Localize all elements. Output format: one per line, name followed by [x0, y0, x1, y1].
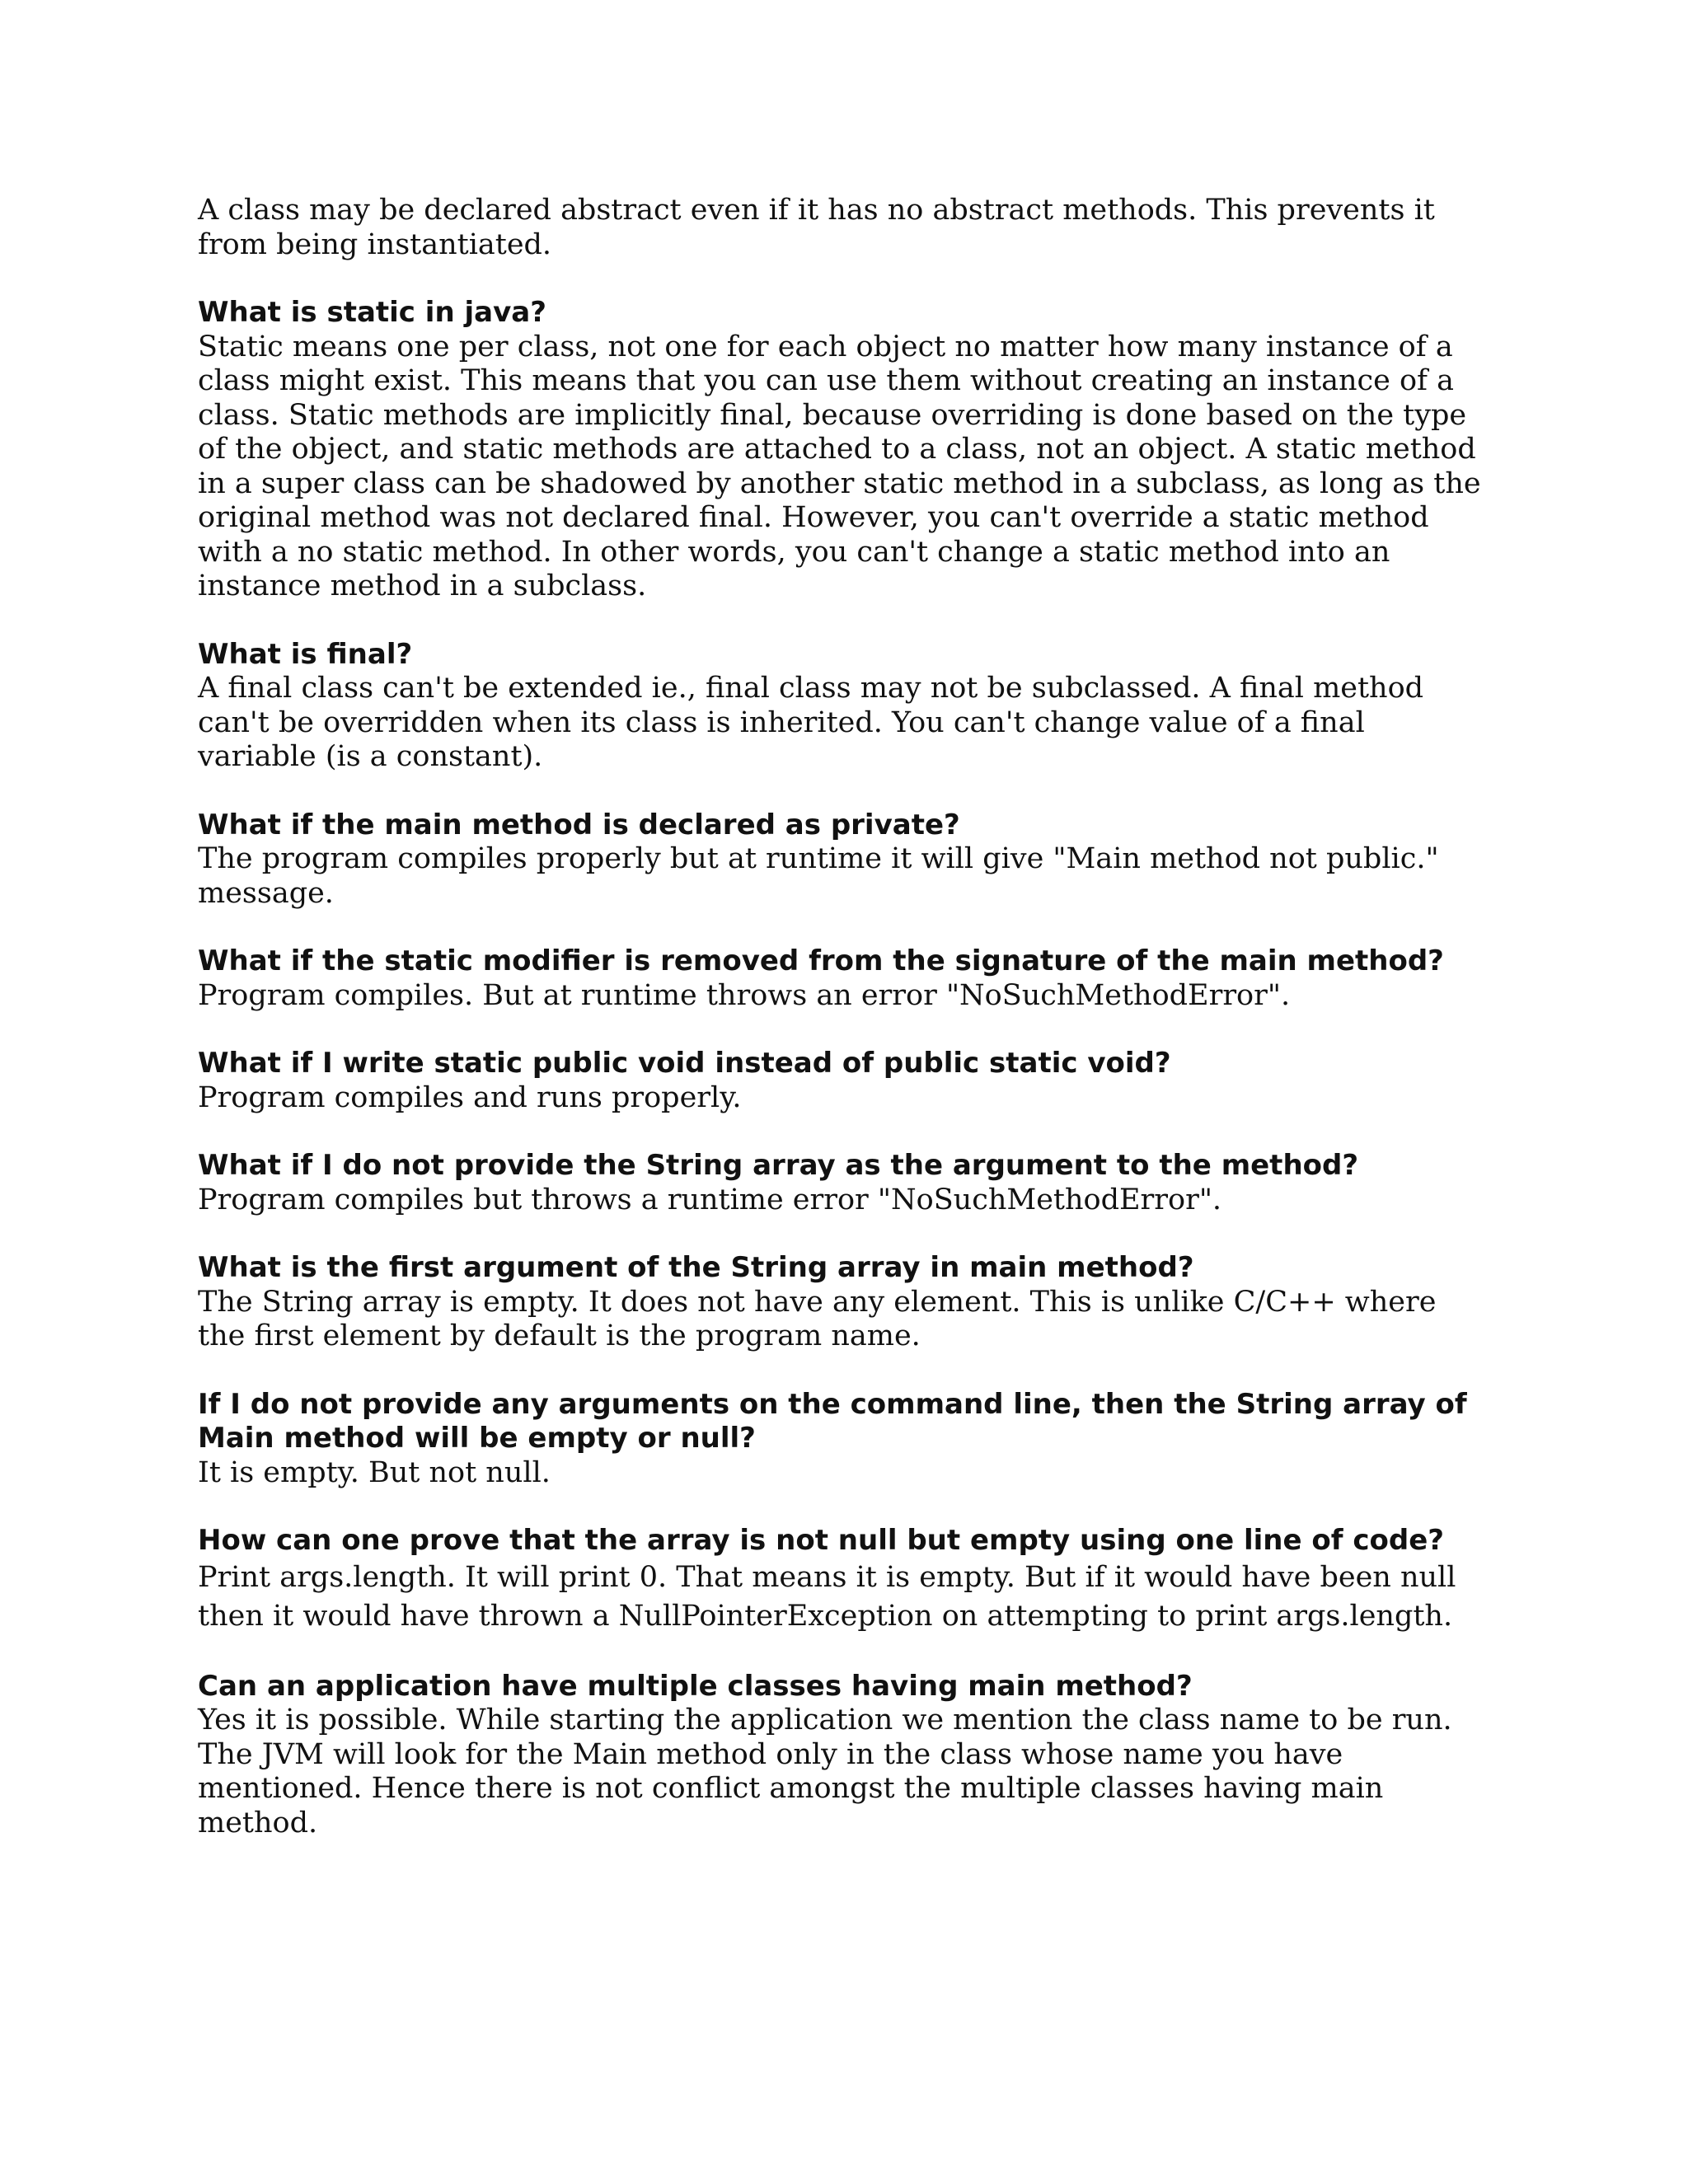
answer-paragraph: A final class can't be extended ie., final class may not be subclassed. A final method can't be overridden when its class is inherited. You can't change value of a final variable (is a constant). [198, 672, 1424, 773]
qa-item-empty-or-null [198, 1388, 1492, 1491]
document-page [198, 194, 1492, 1874]
qa-item-multiple-main [198, 1670, 1492, 1841]
answer-paragraph: Program compiles but throws a runtime error "NoSuchMethodError". [198, 1183, 1222, 1216]
question-heading: What if I write static public void instead of public static void? [198, 1047, 1171, 1080]
question-heading: What if the static modifier is removed from the signature of the main method? [198, 944, 1444, 977]
question-heading: What if the main method is declared as private? [198, 808, 960, 841]
intro-paragraph: A class may be declared abstract even if it has no abstract methods. This prevents it from being instantiated. [198, 194, 1435, 261]
answer-paragraph: It is empty. But not null. [198, 1455, 551, 1489]
answer-paragraph: Yes it is possible. While starting the application we mention the class name to be run. The JVM will look for the Main method only in the class whose name you have mentioned. Hence there is not conflict amongst the multiple classes having main method. [198, 1704, 1452, 1840]
qa-item-no-string-array [198, 1149, 1492, 1217]
question-heading: What is final? [198, 637, 413, 671]
qa-item-main-private [198, 808, 1492, 912]
question-heading: If I do not provide any arguments on the command line, then the String array of Main method will be empty or null? [198, 1387, 1467, 1455]
question-heading: What if I do not provide the String array as the argument to the method? [198, 1149, 1359, 1182]
question-heading: What is the first argument of the String array in main method? [198, 1251, 1194, 1284]
qa-item-first-argument [198, 1251, 1492, 1354]
answer-paragraph: The String array is empty. It does not have any element. This is unlike C/C++ where the first element by default is the program name. [198, 1285, 1437, 1352]
answer-paragraph: Print args.length. It will print 0. That means it is empty. But if it would have been null then it would have thrown a NullPointerException on attempting to print args.length. [198, 1560, 1456, 1633]
answer-paragraph: Static means one per class, not one for each object no matter how many instance of a class might exist. This means that you can use them without creating an instance of a class. Static methods are implicitly final, because overriding is done based on the type of the object, and static methods are attached to a class, not an object. A static method in a super class can be shadowed by another static method in a subclass, as long as the original method was not declared final. However, you can't override a static method with a no static method. In other words, you can't change a static method into an instance method in a subclass. [198, 330, 1481, 602]
qa-item-final [198, 638, 1492, 775]
answer-paragraph: Program compiles and runs properly. [198, 1080, 742, 1114]
question-heading: Can an application have multiple classes having main method? [198, 1669, 1193, 1703]
question-heading: How can one prove that the array is not null but empty using one line of code? [198, 1524, 1445, 1557]
qa-item-static [198, 296, 1492, 604]
question-heading: What is static in java? [198, 296, 546, 329]
answer-paragraph: Program compiles. But at runtime throws an error "NoSuchMethodError". [198, 978, 1291, 1012]
qa-item-prove-empty [198, 1524, 1492, 1636]
qa-item-static-public-void [198, 1047, 1492, 1115]
answer-paragraph: The program compiles properly but at runtime it will give "Main method not public." message. [198, 842, 1439, 910]
qa-item-static-removed [198, 944, 1492, 1013]
